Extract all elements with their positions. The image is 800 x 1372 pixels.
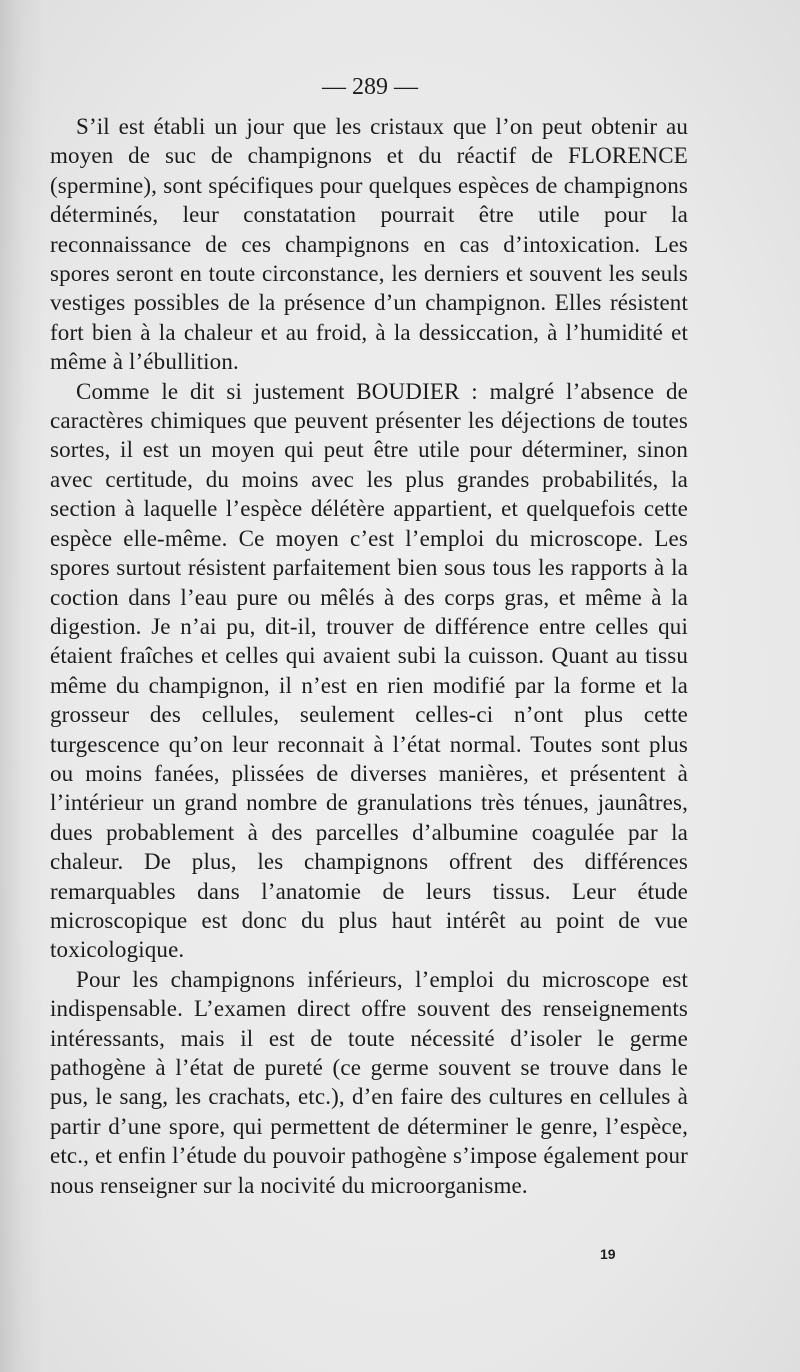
paragraph-microscope: Pour les champignons inférieurs, l’emploi du microscope est indispensable. L’examen direct offre souvent des renseignements intéressants, mais il est de toute nécessité d’isoler le germe pathogène à l’état de pureté (ce germe souvent se trouve dans le pus, le sang, les crachats, etc.), d’en faire des cultures en cellules à partir d’une spore, qui permettent de déterminer le genre, l’espèce, etc., et enfin l’étude du pouvoir pathogène s’impose également pour nous renseigner sur la nocivité du microorganisme.	[50, 966, 688, 1198]
body-text	[50, 112, 688, 1200]
paragraph-boudier: Comme le dit si justement BOUDIER : malgré l’absence de caractères chimiques que peuvent présenter les déjections de toutes sortes, il est un moyen qui peut être utile pour déterminer, sinon avec certitude, du moins avec les plus grandes probabilités, la section à laquelle l’espèce délétère appartient, et quelquefois cette espèce elle-même. Ce moyen c’est l’emploi du microscope. Les spores surtout résistent parfaitement bien sous tous les rapports à la coction dans l’eau pure ou mêlés à des corps gras, et même à la digestion. Je n’ai pu, dit-il, trouver de différence entre celles qui étaient fraîches et celles qui avaient subi la cuisson. Quant au tissu même du champignon, il n’est en rien modifié par la forme et la grosseur des cellules, seulement celles-ci n’ont plus cette turgescence qu’on leur reconnait à l’état normal. Toutes sont plus ou moins fanées, plissées de diverses manières, et présentent à l’intérieur un grand nombre de granulations très ténues, jaunâtres, dues probablement à des parcelles d’albumine coagulée par la chaleur. De plus, les champignons offrent des différences remarquables dans l’anatomie de leurs tissus. Leur étude microscopique est donc du plus haut intérêt au point de vue toxicologique.	[50, 378, 688, 963]
paragraph-spores: S’il est établi un jour que les cristaux que l’on peut obtenir au moyen de suc de champignons et du réactif de FLORENCE (spermine), sont spécifiques pour quelques espèces de champignons déterminés, leur constatation pourrait être utile pour la reconnaissance de ces champignons en cas d’intoxication. Les spores seront en toute circonstance, les derniers et souvent les seuls vestiges possibles de la présence d’un champignon. Elles résistent fort bien à la chaleur et au froid, à la dessiccation, à l’humidité et même à l’ébullition.	[50, 114, 688, 375]
page-number-header: — 289 —	[322, 74, 418, 100]
signature-mark: 19	[600, 1246, 616, 1262]
